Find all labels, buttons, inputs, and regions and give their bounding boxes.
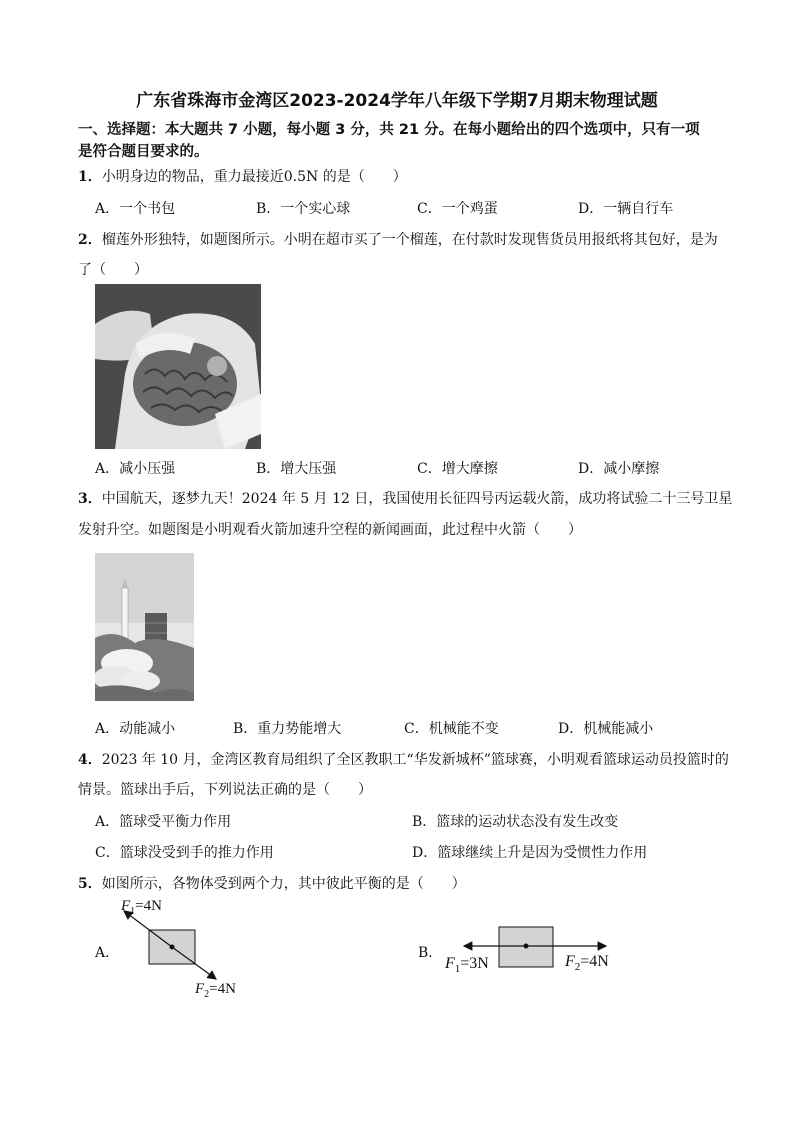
fig-a-f1-value: =4N: [135, 898, 162, 914]
question-5: [78, 873, 466, 893]
fig-a-f1-symbol: F: [121, 898, 131, 914]
question-5-number: 5．: [78, 876, 102, 892]
force-diagram-a: [110, 905, 230, 995]
question-3-option-a: A．动能减小: [95, 721, 176, 737]
question-3-line1: [78, 488, 732, 508]
fig-a-f2-symbol: F: [195, 981, 205, 997]
fig-a-f2-subscript: 2: [204, 989, 210, 1000]
question-4-option-c: C．篮球没受到手的推力作用: [95, 845, 274, 861]
question-1: [78, 166, 407, 186]
question-4-option-b: B．篮球的运动状态没有发生改变: [412, 814, 619, 830]
durian-photo: [95, 284, 261, 449]
question-4-number: 4．: [78, 752, 102, 768]
question-3-number: 3．: [78, 491, 102, 507]
question-1-number: 1．: [78, 169, 102, 185]
question-3-text-line2: 发射升空。如题图是小明观看火箭加速升空程的新闻画面，此过程中火箭（ ）: [78, 522, 582, 538]
section-heading-line2: 是符合题目要求的。: [78, 144, 209, 160]
question-1-text: 小明身边的物品，重力最接近0.5N 的是（ ）: [101, 169, 407, 185]
question-2-option-d: D．减小摩擦: [578, 461, 660, 477]
fig-b-f2-symbol: F: [565, 953, 575, 970]
question-5-text: 如图所示，各物体受到两个力，其中彼此平衡的是（ ）: [101, 876, 466, 892]
question-4-text-line2: 情景。篮球出手后，下列说法正确的是（ ）: [78, 782, 372, 798]
question-2-text-line1: 榴莲外形独特，如题图所示。小明在超市买了一个榴莲，在付款时发现售货员用报纸将其包好，是为: [101, 232, 718, 248]
fig-b-f1-value: =3N: [460, 955, 489, 972]
fig-a-f1-arrow: [124, 911, 172, 947]
question-4-option-d: D．篮球继续上升是因为受惯性力作用: [412, 845, 648, 861]
question-3-option-d: D．机械能减小: [558, 721, 654, 737]
question-2-number: 2．: [78, 232, 102, 248]
question-2-text-line2: 了（ ）: [78, 262, 148, 278]
fig-a-f2-value: =4N: [209, 981, 236, 997]
question-4-text-line1: 2023 年 10 月，金湾区教育局组织了全区教职工“华发新城杯”篮球赛，小明观看篮球运动员投篮时的: [101, 752, 729, 768]
fig-b-f1-subscript: 1: [454, 963, 461, 976]
section-heading-line1: 一、选择题：本大题共 7 小题，每小题 3 分，共 21 分。在每小题给出的四个选项中，只有一项: [78, 122, 700, 138]
question-3-option-c: C．机械能不变: [404, 721, 499, 737]
question-2-option-b: B．增大压强: [256, 461, 337, 477]
question-5-option-a: A．: [95, 945, 120, 961]
question-4-option-a: A．篮球受平衡力作用: [95, 814, 232, 830]
question-1-option-d: D．一辆自行车: [578, 201, 674, 217]
fig-b-f1-label: [445, 955, 489, 975]
question-2-option-a: A．减小压强: [95, 461, 176, 477]
question-1-option-c: C．一个鸡蛋: [417, 201, 498, 217]
question-5-option-b: B．: [418, 945, 443, 961]
rocket-launch-photo: [95, 553, 194, 701]
question-2-line1: [78, 229, 718, 249]
fig-a-f1-subscript: 1: [130, 906, 136, 917]
question-3-text-line1: 中国航天，逐梦九天！2024 年 5 月 12 日，我国使用长征四号丙运载火箭，成功将试验二十三号卫星: [101, 491, 733, 507]
question-4-line1: [78, 749, 729, 769]
exam-title: 广东省珠海市金湾区2023-2024学年八年级下学期7月期末物理试题: [136, 91, 658, 111]
question-2-option-c: C．增大摩擦: [417, 461, 498, 477]
fig-b-f2-value: =4N: [580, 953, 609, 970]
fig-b-f2-subscript: 2: [574, 961, 581, 974]
question-3-option-b: B．重力势能增大: [233, 721, 342, 737]
fig-b-f2-label: [565, 953, 609, 973]
question-1-option-a: A．一个书包: [95, 201, 176, 217]
question-1-option-b: B．一个实心球: [256, 201, 351, 217]
fig-b-f1-symbol: F: [445, 955, 455, 972]
